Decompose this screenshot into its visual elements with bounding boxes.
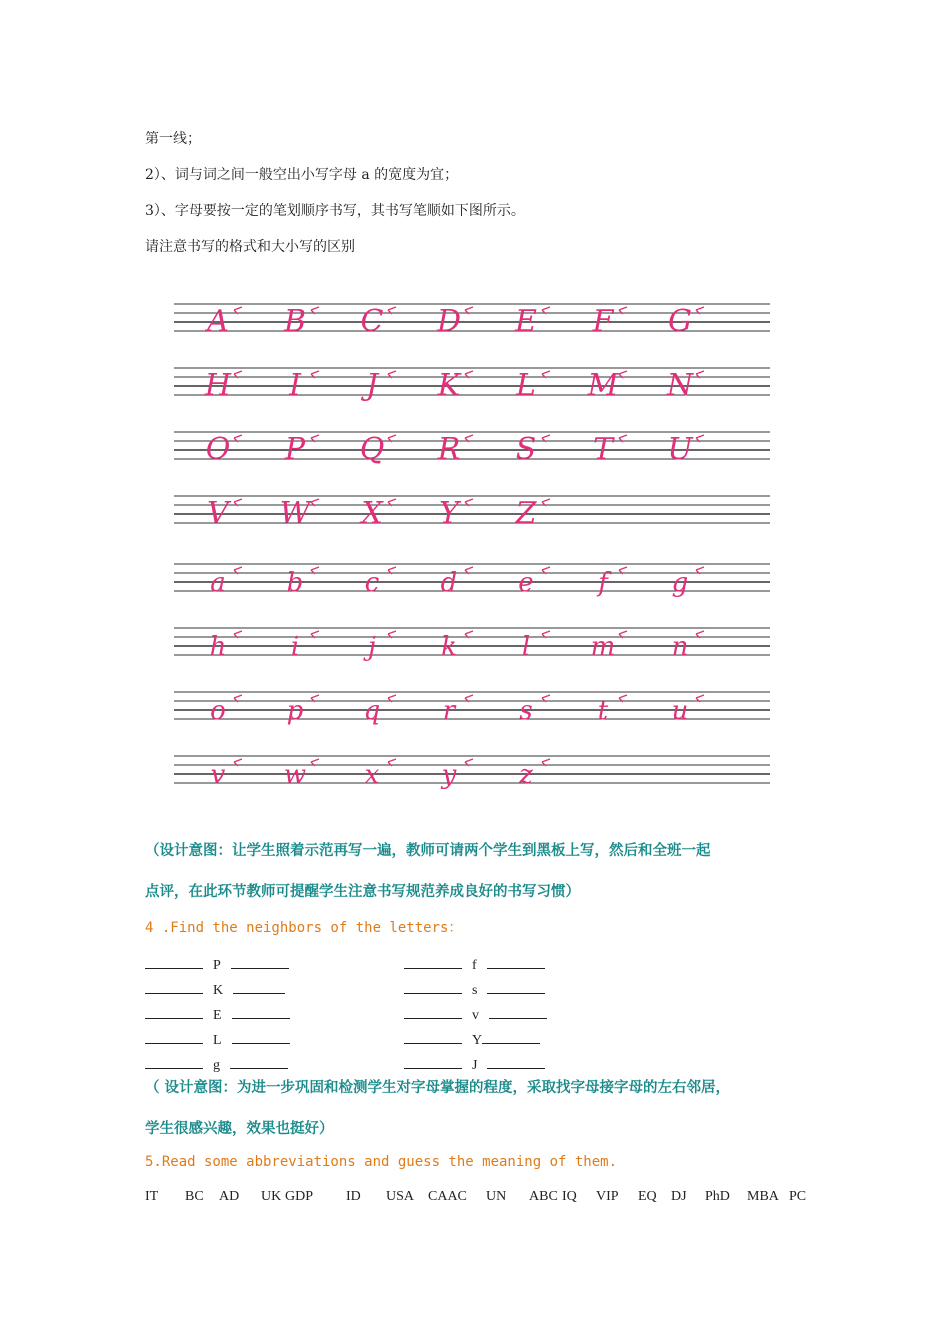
chart-letter-Z: Z	[515, 496, 537, 531]
neighbor-row-left-3	[145, 1004, 290, 1024]
answer-blank[interactable]	[487, 1054, 545, 1069]
abbreviation: USA	[386, 1189, 415, 1204]
section-5-title: 5.Read some abbreviations and guess the meaning of them.	[145, 1154, 618, 1170]
abbreviation: PhD	[705, 1189, 730, 1204]
chart-letter-d: d	[440, 568, 458, 598]
chart-letter-R: R	[437, 432, 461, 467]
design-note-1-line-1: （设计意图：让学生照着示范再写一遍，教师可请两个学生到黑板上写，然后和全班一起	[145, 842, 711, 859]
neighbor-row-left-4	[145, 1029, 290, 1049]
answer-blank[interactable]	[145, 1054, 203, 1069]
neighbor-row-right-4	[404, 1029, 540, 1049]
chart-letter-m: m	[590, 632, 616, 662]
chart-letter-t: t	[597, 696, 609, 726]
chart-letter-Y: Y	[439, 496, 459, 531]
neighbor-letter: J	[472, 1058, 478, 1073]
neighbor-letter: Y	[472, 1033, 483, 1048]
abbreviation: VIP	[596, 1189, 619, 1204]
chart-letter-C: C	[360, 304, 384, 339]
chart-letter-q: q	[363, 696, 381, 726]
chart-letter-s: s	[519, 696, 533, 726]
neighbor-row-right-5	[404, 1054, 545, 1074]
chart-letter-D: D	[436, 304, 462, 339]
chart-letter-H: H	[204, 368, 232, 403]
chart-letter-j: j	[367, 632, 377, 662]
chart-letter-l: l	[521, 632, 531, 662]
chart-letter-N: N	[666, 368, 694, 403]
chart-letter-f: f	[598, 568, 608, 598]
chart-letter-g: g	[671, 568, 689, 598]
intro-line-1: 第一线；	[145, 131, 201, 147]
answer-blank[interactable]	[482, 1029, 540, 1044]
answer-blank[interactable]	[232, 1004, 290, 1019]
abbreviation: GDP	[285, 1189, 314, 1204]
chart-letter-G: G	[668, 304, 692, 339]
abbreviation: IT	[145, 1189, 159, 1204]
answer-blank[interactable]	[145, 1004, 203, 1019]
answer-blank[interactable]	[404, 1054, 462, 1069]
chart-letter-B: B	[283, 304, 307, 339]
neighbor-letter: E	[213, 1008, 222, 1023]
chart-letter-I: I	[289, 368, 301, 403]
neighbor-row-right-3	[404, 1004, 547, 1024]
answer-blank[interactable]	[489, 1004, 547, 1019]
neighbor-row-right-2	[404, 979, 545, 999]
chart-letter-a: a	[210, 568, 226, 598]
letter-writing-chart	[168, 290, 778, 800]
answer-blank[interactable]	[233, 979, 285, 994]
chart-letter-J: J	[365, 368, 379, 403]
intro-line-3: 3）、字母要按一定的笔划顺序书写，其书写笔顺如下图所示。	[145, 203, 525, 219]
answer-blank[interactable]	[404, 954, 462, 969]
chart-letter-h: h	[209, 632, 227, 662]
answer-blank[interactable]	[487, 954, 545, 969]
chart-letter-E: E	[515, 304, 537, 339]
neighbor-row-left-1	[145, 954, 289, 974]
chart-letter-T: T	[592, 432, 614, 467]
neighbor-letter: P	[213, 958, 221, 973]
answer-blank[interactable]	[404, 979, 462, 994]
chart-letter-x: x	[364, 760, 380, 790]
answer-blank[interactable]	[145, 1029, 203, 1044]
abbreviation: AD	[219, 1189, 240, 1204]
chart-letter-P: P	[284, 432, 306, 467]
design-note-1-line-2: 点评，在此环节教师可提醒学生注意书写规范养成良好的书写习惯）	[145, 883, 580, 900]
chart-letter-X: X	[361, 496, 383, 531]
chart-letter-S: S	[515, 432, 537, 467]
abbreviation: ID	[346, 1189, 361, 1204]
design-note-2-line-1: （ 设计意图：为进一步巩固和检测学生对字母掌握的程度，采取找字母接字母的左右邻居，	[145, 1079, 731, 1096]
abbreviation: ABC	[529, 1189, 558, 1204]
neighbor-letter: v	[472, 1008, 479, 1023]
chart-letter-Q: Q	[359, 432, 385, 467]
chart-letter-w: w	[283, 760, 307, 790]
neighbor-letter: g	[213, 1058, 220, 1073]
intro-line-4: 请注意书写的格式和大小写的区别	[145, 239, 355, 255]
chart-letter-y: y	[441, 760, 457, 790]
chart-letter-U: U	[667, 432, 693, 467]
abbreviation: PC	[789, 1189, 807, 1204]
neighbor-row-right-1	[404, 954, 545, 974]
intro-line-2: 2）、词与词之间一般空出小写字母 a 的宽度为宜；	[145, 167, 459, 183]
design-note-2-line-2: 学生很感兴趣，效果也挺好）	[145, 1120, 334, 1137]
chart-letter-M: M	[587, 368, 619, 403]
answer-blank[interactable]	[487, 979, 545, 994]
answer-blank[interactable]	[145, 979, 203, 994]
chart-letter-k: k	[441, 632, 457, 662]
chart-letter-K: K	[437, 368, 461, 403]
neighbor-row-left-2	[145, 979, 285, 999]
chart-letter-v: v	[210, 760, 226, 790]
answer-blank[interactable]	[404, 1029, 462, 1044]
abbreviation: CAAC	[428, 1189, 467, 1204]
abbreviation: EQ	[638, 1189, 657, 1204]
chart-letter-i: i	[290, 632, 300, 662]
chart-letter-p: p	[286, 696, 304, 726]
abbreviation: DJ	[671, 1189, 687, 1204]
answer-blank[interactable]	[404, 1004, 462, 1019]
chart-letter-V: V	[207, 496, 229, 531]
neighbor-letter: f	[472, 958, 477, 973]
chart-letter-L: L	[516, 368, 536, 403]
neighbor-row-left-5	[145, 1054, 288, 1074]
chart-letter-u: u	[671, 696, 689, 726]
chart-letter-O: O	[205, 432, 231, 467]
answer-blank[interactable]	[230, 1054, 288, 1069]
answer-blank[interactable]	[232, 1029, 290, 1044]
chart-letter-z: z	[519, 760, 533, 790]
abbreviation: UN	[486, 1189, 507, 1204]
chart-letter-e: e	[518, 568, 534, 598]
chart-letter-c: c	[364, 568, 380, 598]
chart-letter-F: F	[592, 304, 614, 339]
neighbor-letter: L	[213, 1033, 222, 1048]
chart-letter-A: A	[207, 304, 229, 339]
answer-blank[interactable]	[145, 954, 203, 969]
chart-letter-n: n	[671, 632, 689, 662]
abbreviation: BC	[185, 1189, 204, 1204]
chart-letter-o: o	[210, 696, 226, 726]
abbreviation: MBA	[747, 1189, 779, 1204]
neighbor-letter: s	[472, 983, 478, 998]
chart-letter-b: b	[286, 568, 304, 598]
section-4-title: 4 .Find the neighbors of the letters：	[145, 920, 463, 936]
neighbor-letter: K	[213, 983, 224, 998]
abbreviation: IQ	[562, 1189, 577, 1204]
chart-letter-W: W	[279, 496, 311, 531]
abbreviation: UK	[261, 1189, 282, 1204]
answer-blank[interactable]	[231, 954, 289, 969]
chart-letter-r: r	[442, 696, 456, 726]
